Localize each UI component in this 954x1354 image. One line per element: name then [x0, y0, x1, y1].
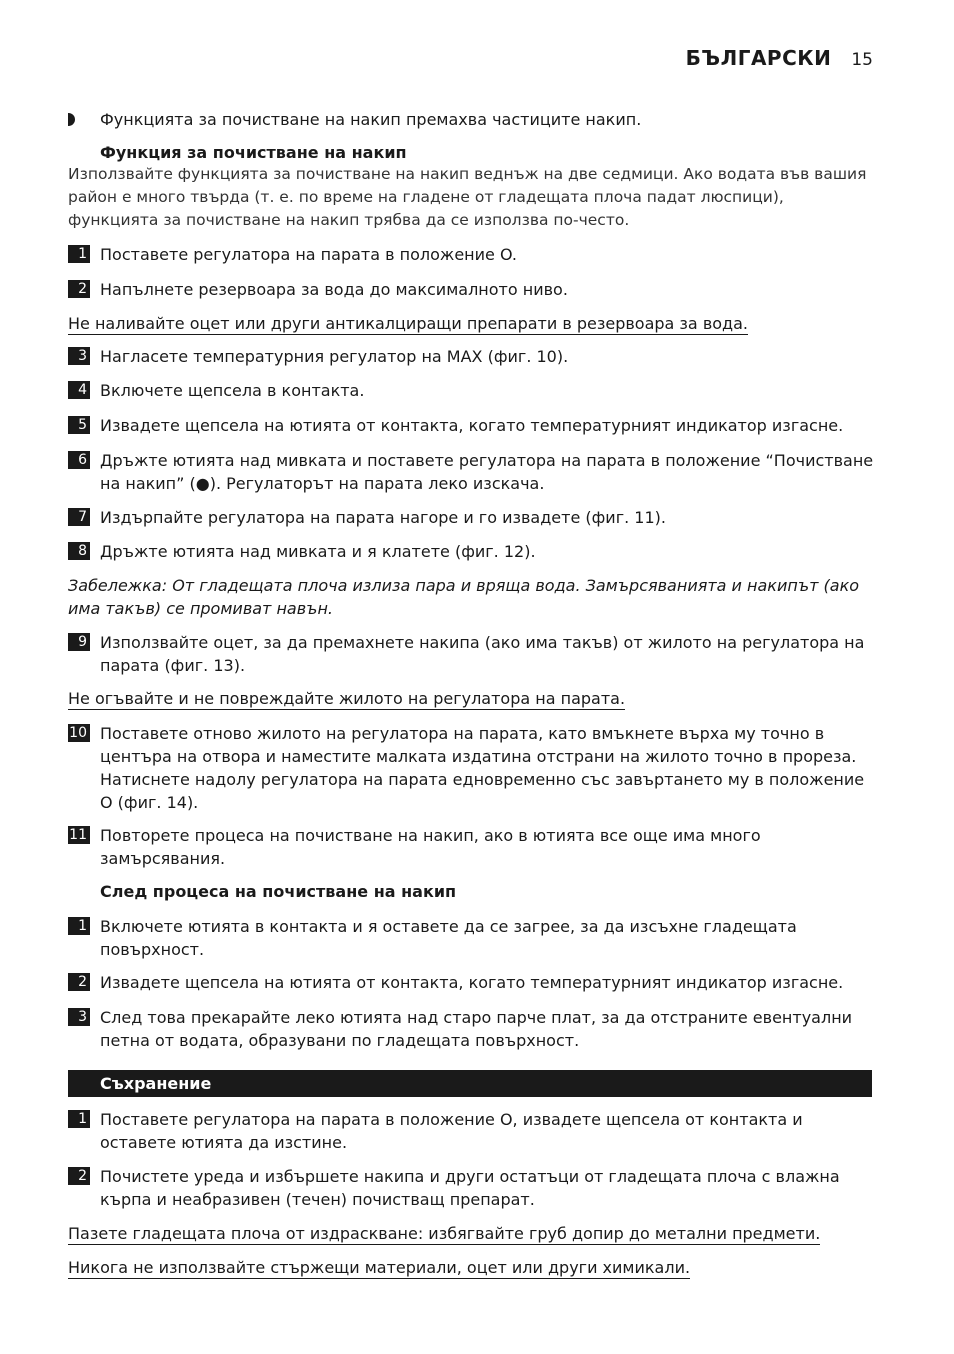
warning-no-vinegar [68, 312, 876, 335]
step-item [68, 631, 876, 677]
step-item [68, 722, 876, 814]
section-title-storage: Съхранение [68, 1070, 872, 1097]
step-text: Включете ютията в контакта и я оставете да се загрее, за да изсъхне гладещата повърхност. [100, 917, 797, 959]
language-label: БЪЛГАРСКИ [685, 46, 832, 70]
step-number: 2 [68, 280, 90, 298]
warning-text: Пазете гладещата плоча от издраскване: избягвайте груб допир до метални предмети. [68, 1224, 821, 1243]
step-text: Повторете процеса на почистване на накип, ако в ютията все още има много замърсявания. [100, 826, 761, 868]
step-item [68, 1006, 876, 1052]
step-number: 10 [68, 724, 90, 742]
step-number: 7 [68, 508, 90, 526]
step-text: Извадете щепсела на ютията от контакта, когато температурният индикатор изгасне. [100, 973, 844, 992]
step-item [68, 379, 876, 402]
step-text: Поставете регулатора на парата в положение O. [100, 245, 517, 264]
intro-bullet-text: Функцията за почистване на накип премахва частиците накип. [100, 110, 642, 129]
step-number: 2 [68, 1167, 90, 1185]
step-item [68, 506, 876, 529]
step-item [68, 915, 876, 961]
step-text: Издърпайте регулатора на парата нагоре и го извадете (фиг. 11). [100, 508, 666, 527]
step-text: След това прекарайте леко ютията над старо парче плат, за да отстраните евентуални петна от водата, образувани по гладещата повърхност. [100, 1008, 853, 1050]
step-item [68, 540, 876, 563]
step-text: Включете щепсела в контакта. [100, 381, 365, 400]
step-item [68, 345, 876, 368]
step-item [68, 1165, 876, 1211]
step-text: Почистете уреда и избършете накипа и други остатъци от гладещата плоча с влажна кърпа и неабразивен (течен) почистващ препарат. [100, 1167, 840, 1209]
step-number: 2 [68, 973, 90, 991]
section-title-descaling: Функция за почистване на накип [100, 143, 407, 162]
step-item [68, 824, 876, 870]
warning-text: Никога не използвайте стържещи материали, оцет или други химикали. [68, 1258, 691, 1277]
page-header [686, 46, 873, 70]
step-text: Нагласете температурния регулатор на MAX (фиг. 10). [100, 347, 569, 366]
step-item [68, 971, 876, 994]
note-text: Забележка: От гладещата плоча излиза пара и вряща вода. Замърсяванията и накипът (ако има такъв) се промиват навън. [68, 576, 860, 618]
step-text: Поставете отново жилото на регулатора на парата, като вмъкнете върха му точно в центъра на отвора и наместите малката издатина отстрани на жилото точно в прореза. Натиснете надолу регулатора на парата едновременно със завъртането му в положение O (фиг. 14). [100, 724, 865, 812]
step-number: 4 [68, 381, 90, 399]
step-item [68, 278, 876, 301]
warning-protect-soleplate [68, 1222, 876, 1245]
step-number: 3 [68, 347, 90, 365]
step-number: 3 [68, 1008, 90, 1026]
step-number: 8 [68, 542, 90, 560]
warning-text: Не наливайте оцет или други антикалциращи препарати в резервоара за вода. [68, 314, 748, 333]
step-number: 1 [68, 245, 90, 263]
step-item [68, 243, 876, 266]
step-text: Използвайте оцет, за да премахнете накипа (ако има такъв) от жилото на регулатора на парата (фиг. 13). [100, 633, 865, 675]
warning-no-abrasives [68, 1256, 876, 1279]
step-number: 1 [68, 917, 90, 935]
page-number: 15 [851, 50, 873, 70]
warning-text: Не огъвайте и не повреждайте жилото на регулатора на парата. [68, 689, 626, 708]
step-item [68, 1108, 876, 1154]
step-text: Напълнете резервоара за вода до максималното ниво. [100, 280, 568, 299]
step-text: Поставете регулатора на парата в положение O, извадете щепсела от контакта и оставете ютията да изстине. [100, 1110, 803, 1152]
step-text: Дръжте ютията над мивката и я клатете (фиг. 12). [100, 542, 536, 561]
step-text: Извадете щепсела на ютията от контакта, когато температурният индикатор изгасне. [100, 416, 844, 435]
descaling-intro: Използвайте функцията за почистване на накип веднъж на две седмици. Ако водата във вашия район е много твърда (т. е. по време на гладене от гладещата плоча падат люспици), функцията за почистване на накип трябва да се използва по-често. [68, 165, 867, 229]
warning-do-not-bend [68, 687, 876, 710]
step-number: 11 [68, 826, 90, 844]
step-item [68, 414, 876, 437]
step-item [68, 449, 876, 495]
section-title-after-descaling: След процеса на почистване на накип [100, 882, 457, 901]
intro-bullet-item [68, 108, 876, 131]
bullet-icon [68, 113, 75, 126]
step-number: 9 [68, 633, 90, 651]
step-number: 6 [68, 451, 90, 469]
step-number: 5 [68, 416, 90, 434]
step-number: 1 [68, 1110, 90, 1128]
step-text: Дръжте ютията над мивката и поставете регулатора на парата в положение “Почистване на накип” (●). Регулаторът на парата леко изскача. [100, 451, 874, 493]
